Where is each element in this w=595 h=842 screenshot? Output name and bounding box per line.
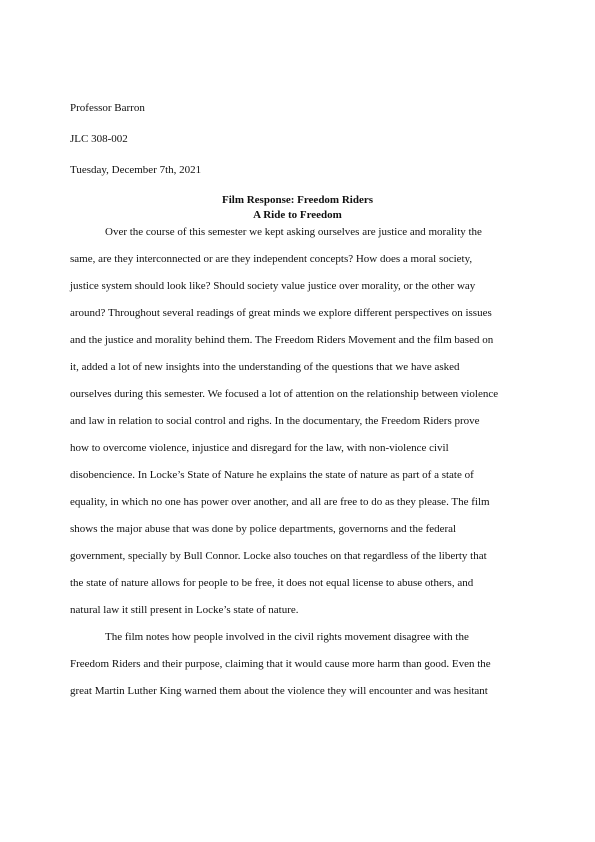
body-line: great Martin Luther King warned them about the violence they will encounter and was hesitant xyxy=(70,685,488,697)
body-line: equality, in which no one has power over another, and all are free to do as they please. The film xyxy=(70,496,490,508)
body-line: natural law it still present in Locke’s state of nature. xyxy=(70,604,299,616)
professor-name: Professor Barron xyxy=(70,102,145,114)
body-line: shows the major abuse that was done by police departments, governorns and the federal xyxy=(70,523,457,535)
body-line: around? Throughout several readings of great minds we explore different perspectives on issues xyxy=(70,307,492,319)
document-date: Tuesday, December 7th, 2021 xyxy=(70,164,202,176)
body-line: it, added a lot of new insights into the understanding of the questions that we have asked xyxy=(70,361,460,373)
body-line: Freedom Riders and their purpose, claiming that it would cause more harm than good. Even the xyxy=(70,658,491,670)
body-line: The film notes how people involved in the civil rights movement disagree with the xyxy=(105,631,469,643)
body-line: ourselves during this semester. We focused a lot of attention on the relationship between violence xyxy=(70,388,499,400)
body-line: Over the course of this semester we kept asking ourselves are justice and morality the xyxy=(105,226,482,238)
body-line: the state of nature allows for people to be free, it does not equal license to abuse others, and xyxy=(70,577,474,589)
body-line: and law in relation to social control and righs. In the documentary, the Freedom Riders prove xyxy=(70,415,480,427)
body-line: and the justice and morality behind them. The Freedom Riders Movement and the film based on xyxy=(70,334,494,346)
body-line: how to overcome violence, injustice and disregard for the law, with non-violence civil xyxy=(70,442,449,454)
body-line: justice system should look like? Should society value justice over morality, or the other way xyxy=(70,280,476,292)
body-line: same, are they interconnected or are they independent concepts? How does a moral society, xyxy=(70,253,473,265)
document-subtitle: A Ride to Freedom xyxy=(253,209,342,221)
course-code: JLC 308-002 xyxy=(70,133,128,145)
body-line: government, specially by Bull Connor. Locke also touches on that regardless of the liberty that xyxy=(70,550,487,562)
document-title: Film Response: Freedom Riders xyxy=(221,194,374,206)
body-line: disobencience. In Locke’s State of Nature he explains the state of nature as part of a state of xyxy=(70,469,474,481)
